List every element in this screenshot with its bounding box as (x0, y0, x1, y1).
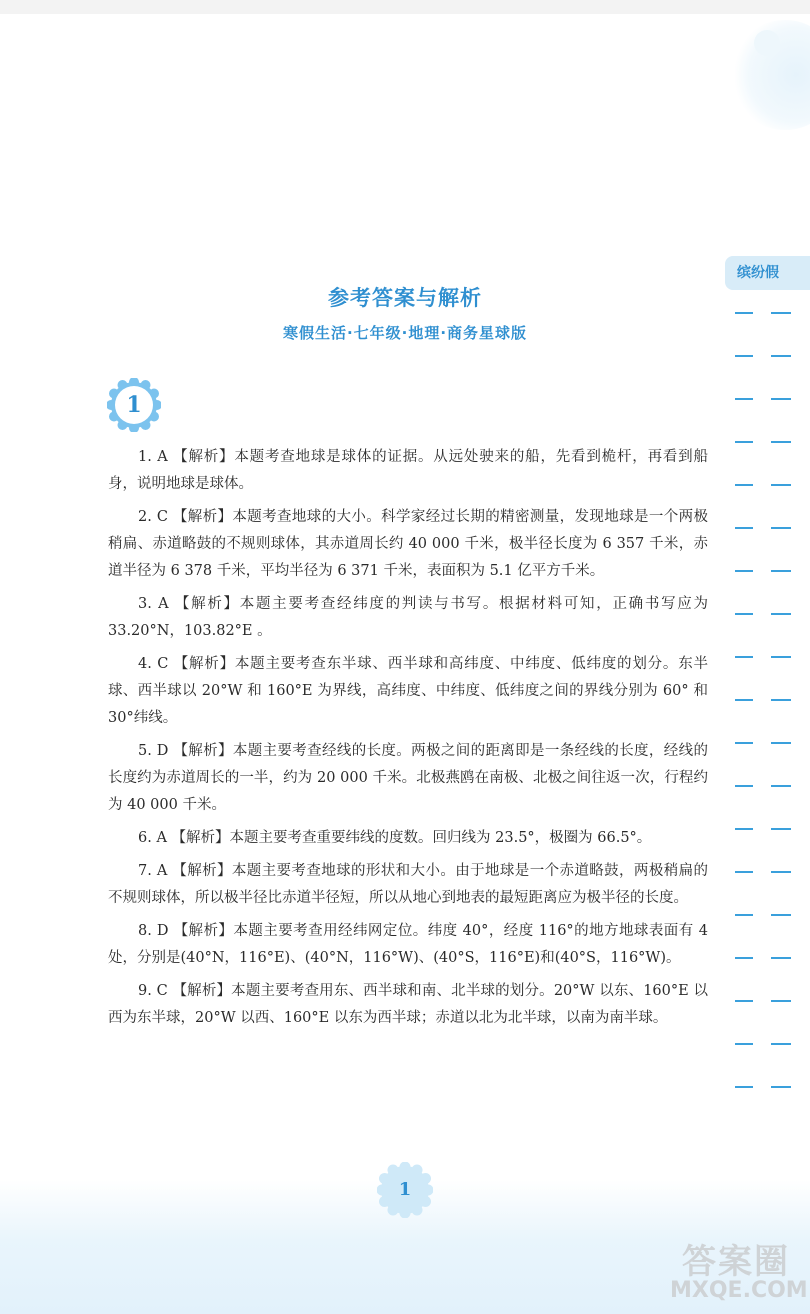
page-header (0, 282, 810, 343)
page-number: 1 (398, 1179, 412, 1200)
page-number-badge (377, 1162, 433, 1218)
section-badge (107, 378, 161, 432)
watermark-text: 答案圈 (682, 1242, 790, 1282)
answer-item-8: 8. D 【解析】本题主要考查用经纬网定位。纬度 40°，经度 116°的地方地球表面有 4 处，分别是(40°N，116°E)、(40°N，116°W)、(40°S，116°E)和(40°S，116°W)。 (108, 923, 708, 966)
dash-line (735, 785, 810, 787)
top-strip (0, 0, 810, 14)
dash-line (735, 871, 810, 873)
page-subtitle: 寒假生活·七年级·地理·商务星球版 (282, 324, 528, 342)
dash-line (735, 355, 810, 357)
dash-line (735, 570, 810, 572)
dash-line (735, 613, 810, 615)
answer-item-6: 6. A 【解析】本题主要考查重要纬线的度数。回归线为 23.5°，极圈为 66.5°。 (138, 830, 652, 846)
answer-item-7: 7. A 【解析】本题主要考查地球的形状和大小。由于地球是一个赤道略鼓，两极稍扁的不规则球体，所以极半径比赤道半径短，所以从地心到地表的最短距离应为极半径的长度。 (108, 863, 708, 906)
dash-line (735, 1043, 810, 1045)
dash-line (735, 1086, 810, 1088)
dash-line (735, 957, 810, 959)
dash-line (735, 914, 810, 916)
watermark (660, 1232, 810, 1310)
dash-line (735, 441, 810, 443)
answer-item-9: 9. C 【解析】本题主要考查用东、西半球和南、北半球的划分。20°W 以东、160°E 以西为东半球，20°W 以西、160°E 以东为西半球；赤道以北为北半球，以南为南半球。 (108, 983, 708, 1026)
answer-item-2: 2. C 【解析】本题考查地球的大小。科学家经过长期的精密测量，发现地球是一个两极稍扁、赤道略鼓的不规则球体，其赤道周长约 40 000 千米，极半径长度为 6 357 千米，赤道半径为 6 378 千米，平均半径为 6 371 千米，表面积为 5.1 亿平方千米。 (108, 509, 708, 579)
side-dash-lines (735, 312, 810, 1129)
answer-item-5: 5. D 【解析】本题主要考查经线的长度。两极之间的距离即是一条经线的长度，经线的长度约为赤道周长的一半，约为 20 000 千米。北极燕鸥在南极、北极之间往返一次，行程约为 40 000 千米。 (108, 743, 708, 813)
page-title: 参考答案与解析 (328, 286, 482, 310)
watermark-url: MXQE.COM (670, 1278, 808, 1303)
dash-line (735, 527, 810, 529)
answer-item-4: 4. C 【解析】本题主要考查东半球、西半球和高纬度、中纬度、低纬度的划分。东半球、西半球以 20°W 和 160°E 为界线，高纬度、中纬度、低纬度之间的界线分别为 60° 和 30°纬线。 (108, 656, 708, 726)
cloud-decoration-small (754, 30, 780, 56)
dash-line (735, 1000, 810, 1002)
side-tab (725, 256, 810, 290)
answer-item-1: 1. A 【解析】本题考查地球是球体的证据。从远处驶来的船，先看到桅杆，再看到船身，说明地球是球体。 (108, 449, 708, 492)
side-tab-label: 缤纷假 (737, 265, 779, 281)
section-number: 1 (126, 392, 142, 418)
dash-line (735, 742, 810, 744)
dash-line (735, 398, 810, 400)
dash-line (735, 312, 810, 314)
dash-line (735, 484, 810, 486)
dash-line (735, 828, 810, 830)
answer-item-3: 3. A 【解析】本题主要考查经纬度的判读与书写。根据材料可知，正确书写应为 33.20°N，103.82°E 。 (108, 596, 708, 639)
answer-list (108, 444, 708, 1038)
dash-line (735, 656, 810, 658)
dash-line (735, 699, 810, 701)
